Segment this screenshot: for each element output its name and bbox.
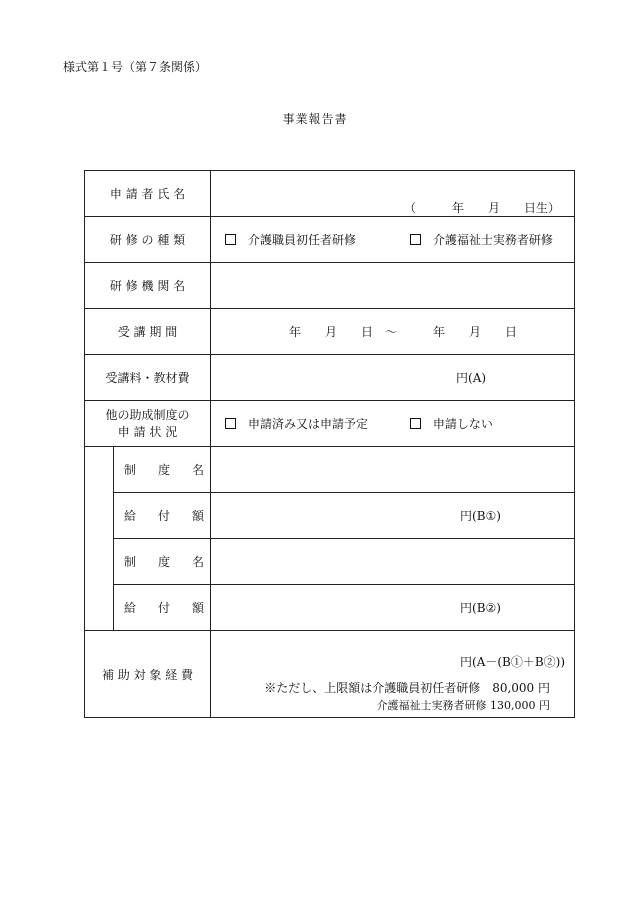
benefit-field-1[interactable]: 円(B①) — [211, 493, 575, 539]
subsidy-formula: 円(A－(B①＋B②)) — [460, 655, 566, 669]
row-institution — [85, 263, 575, 309]
checkbox-icon[interactable] — [410, 234, 421, 245]
period-field[interactable]: 年 月 日 ～ 年 月 日 — [211, 309, 575, 355]
form-number: 様式第１号（第７条関係） — [63, 60, 208, 74]
system-name-label: 制 度 名 — [114, 447, 211, 493]
system-name-field-2[interactable] — [211, 539, 575, 585]
option-applied[interactable]: 申請済み又は申請予定 — [225, 415, 368, 432]
row-benefit-2 — [85, 585, 575, 631]
system-name-label: 制 度 名 — [114, 539, 211, 585]
institution-field[interactable] — [211, 263, 575, 309]
subsidy-cost-field[interactable] — [211, 631, 575, 718]
checkbox-icon[interactable] — [410, 418, 421, 429]
row-period — [85, 309, 575, 355]
checkbox-icon[interactable] — [225, 234, 236, 245]
document-title: 事業報告書 — [282, 112, 348, 126]
row-training-type — [85, 217, 575, 263]
fees-field[interactable]: 円(A) — [211, 355, 575, 401]
training-type-options — [211, 217, 575, 263]
benefit-label: 給 付 額 — [114, 585, 211, 631]
option-initial-training[interactable]: 介護職員初任者研修 — [225, 231, 356, 248]
cap-note-initial: ※ただし、上限額は介護職員初任者研修 80,000 円 — [264, 681, 551, 695]
row-system-name-2 — [85, 539, 575, 585]
training-type-label: 研 修 の 種 類 — [85, 217, 211, 263]
system-name-field-1[interactable] — [211, 447, 575, 493]
subsidy-cost-label: 補 助 対 象 経 費 — [85, 631, 211, 718]
row-fees — [85, 355, 575, 401]
cap-note-practitioner: 介護福祉士実務者研修 130,000 円 — [376, 699, 551, 712]
institution-label: 研 修 機 関 名 — [85, 263, 211, 309]
row-subsidy-cost — [85, 631, 575, 718]
checkbox-icon[interactable] — [225, 418, 236, 429]
applicant-name-field[interactable] — [211, 171, 575, 217]
row-applicant-name — [85, 171, 575, 217]
option-not-applying[interactable]: 申請しない — [410, 415, 493, 432]
option-practitioner-training[interactable]: 介護福祉士実務者研修 — [410, 231, 553, 248]
row-other-subsidy — [85, 401, 575, 447]
period-label: 受 講 期 間 — [85, 309, 211, 355]
benefit-label: 給 付 額 — [114, 493, 211, 539]
birthdate-field[interactable]: （ 年 月 日生） — [404, 201, 561, 215]
applicant-name-label: 申 請 者 氏 名 — [85, 171, 211, 217]
report-table — [84, 170, 575, 718]
benefit-field-2[interactable]: 円(B②) — [211, 585, 575, 631]
row-system-name-1 — [85, 447, 575, 493]
fees-label: 受講料・教材費 — [85, 355, 211, 401]
other-subsidy-label: 他の助成制度の 申 請 状 況 — [85, 401, 211, 447]
other-subsidy-options — [211, 401, 575, 447]
row-benefit-1 — [85, 493, 575, 539]
